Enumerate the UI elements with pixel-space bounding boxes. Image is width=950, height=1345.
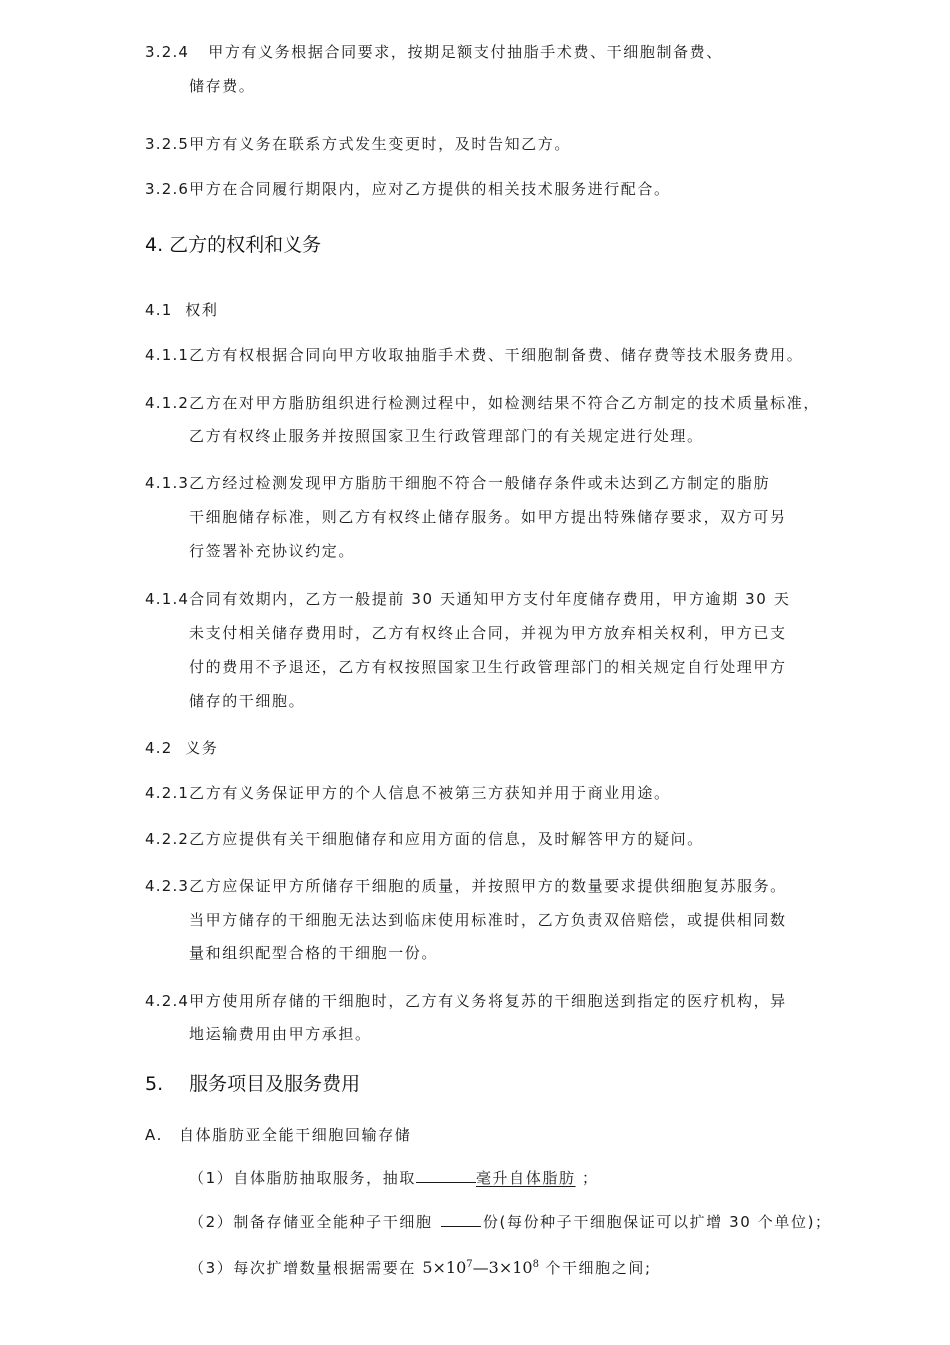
clause-text: 甲方有义务根据合同要求，按期足额支付抽脂手术费、干细胞制备费、 [208,43,723,61]
clause-number: 4.2.4 [145,992,190,1010]
fill-blank [441,1212,481,1227]
clause-text: 乙方应保证甲方所储存干细胞的质量，并按照甲方的数量要求提供细胞复苏服务。 [189,877,787,895]
clause-3-2-6 [145,179,671,199]
clause-number: 4.1 [145,301,173,319]
underlined-text: 毫升自体脂肪 [475,1169,576,1187]
item-text: 自体脂肪亚全能干细胞回输存储 [178,1126,412,1144]
math-expression [422,1258,539,1277]
clause-4-2-1 [145,783,671,803]
sub-label: （1） [189,1169,234,1187]
clause-text: 乙方有权根据合同向甲方收取抽脂手术费、干细胞制备费、储存费等技术服务费用。 [189,346,804,364]
clause-number: 4.1.2 [145,394,190,412]
clause-text: 乙方在对甲方脂肪组织进行检测过程中，如检测结果不符合乙方制定的技术质量标准， [189,394,820,412]
sub-label: （2） [189,1213,234,1231]
clause-text: 甲方在合同履行期限内，应对乙方提供的相关技术服务进行配合。 [189,180,671,198]
heading-number: 5. [145,1073,164,1095]
clause-4-1-3-line3: 行签署补充协议约定。 [189,542,356,560]
clause-number: 4.2.1 [145,784,190,802]
exp-2: 8 [532,1259,539,1270]
clause-number: 4.2.3 [145,877,190,895]
clause-4-1-3-line2: 干细胞储存标准，则乙方有权终止储存服务。如甲方提出特殊储存要求，双方可另 [189,508,787,526]
sub-text: 制备存储亚全能种子干细胞 [233,1213,433,1231]
subsection-4-1 [145,300,218,320]
clause-text: 权利 [185,301,219,319]
clause-text: 甲方有义务在联系方式发生变更时，及时告知乙方。 [189,135,571,153]
clause-number: 4.1.1 [145,346,190,364]
clause-number: 3.2.6 [145,180,190,198]
clause-4-1-4-line4: 储存的干细胞。 [189,692,306,710]
clause-3-2-4-line2: 储存费。 [189,77,256,95]
clause-3-2-5 [145,134,571,154]
clause-text: 甲方使用所存储的干细胞时，乙方有义务将复苏的干细胞送到指定的医疗机构，异 [189,992,787,1010]
sub-tail: 个干细胞之间; [545,1259,652,1277]
exp-1: 7 [466,1259,473,1270]
clause-number: 4.1.4 [145,590,190,608]
sub-tail: 份(每份种子干细胞保证可以扩增 30 个单位)； [482,1213,832,1231]
clause-4-1-4-line1 [145,589,790,609]
clause-4-1-1 [145,345,803,365]
sub-text: 自体脂肪抽取服务，抽取 [233,1169,416,1187]
clause-4-2-3-line3: 量和组织配型合格的干细胞一份。 [189,944,439,962]
sub-text: 每次扩增数量根据需要在 [233,1259,416,1277]
clause-number: 4.2 [145,739,173,757]
clause-number: 4.1.3 [145,474,190,492]
section-heading-4: 4. 乙方的权利和义务 [145,234,322,256]
clause-4-1-2-line1 [145,393,820,413]
sub-tail: ； [581,1169,599,1187]
clause-text: 乙方应提供有关干细胞储存和应用方面的信息，及时解答甲方的疑问。 [189,830,704,848]
service-sub-3 [189,1258,652,1278]
clause-number: 4.2.2 [145,830,190,848]
clause-3-2-4-line1 [145,42,723,62]
clause-number: 3.2.5 [145,135,190,153]
service-sub-1 [189,1168,599,1188]
clause-text: 义务 [185,739,219,757]
clause-4-1-2-line2: 乙方有权终止服务并按照国家卫生行政管理部门的有关规定进行处理。 [189,427,704,445]
coef-2: 3×10 [488,1258,533,1277]
heading-text: 服务项目及服务费用 [189,1073,361,1095]
clause-4-1-4-line2: 未支付相关储存费用时，乙方有权终止合同，并视为甲方放弃相关权利，甲方已支 [189,624,787,642]
sub-label: （3） [189,1259,234,1277]
clause-text: 合同有效期内，乙方一般提前 30 天通知甲方支付年度储存费用，甲方逾期 30 天 [189,590,791,608]
clause-text: 乙方有义务保证甲方的个人信息不被第三方获知并用于商业用途。 [189,784,671,802]
clause-4-2-2 [145,829,704,849]
service-item-a [145,1125,411,1145]
range-dash: — [472,1258,489,1277]
subsection-4-2 [145,738,218,758]
clause-text: 乙方经过检测发现甲方脂肪干细胞不符合一般储存条件或未达到乙方制定的脂肪 [189,474,771,492]
clause-4-2-4-line1 [145,991,787,1011]
item-label: A. [145,1126,163,1144]
clause-4-1-4-line3: 付的费用不予退还，乙方有权按照国家卫生行政管理部门的相关规定自行处理甲方 [189,658,787,676]
clause-number: 3.2.4 [145,43,190,61]
clause-4-2-3-line2: 当甲方储存的干细胞无法达到临床使用标准时，乙方负责双倍赔偿，或提供相同数 [189,911,787,929]
service-sub-2 [189,1212,832,1232]
section-heading-5 [145,1072,360,1096]
coef-1: 5×10 [422,1258,467,1277]
clause-4-2-3-line1 [145,876,787,896]
fill-blank [416,1168,476,1183]
clause-4-2-4-line2: 地运输费用由甲方承担。 [189,1025,372,1043]
clause-4-1-3-line1 [145,473,770,493]
